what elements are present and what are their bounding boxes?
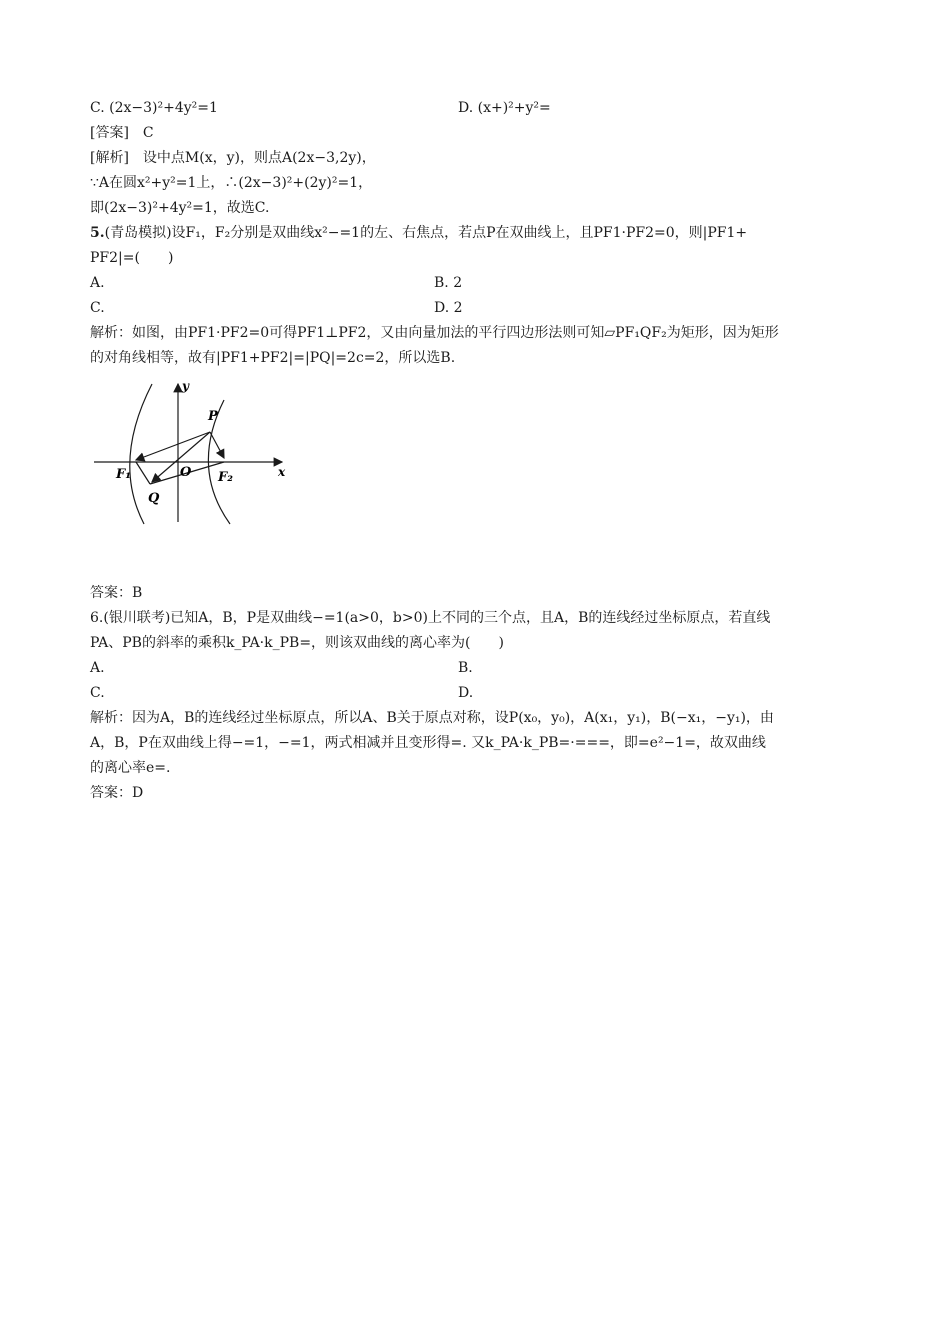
- label-o: O: [180, 465, 192, 480]
- q6-stem-line-2: PA、PB的斜率的乘积k_PA·k_PB=，则该双曲线的离心率为( ): [90, 635, 504, 651]
- label-y: y: [182, 379, 189, 393]
- q6-option-c: C.: [90, 685, 105, 701]
- q4-analysis-line-1: [解析] 设中点M(x，y)，则点A(2x−3,2y)，: [90, 150, 376, 166]
- q4-analysis-line-2: ∵A在圆x²+y²=1上，∴(2x−3)²+(2y)²=1，: [90, 175, 373, 191]
- hyperbola-figure: [90, 378, 300, 528]
- segment-q-f1: [136, 462, 150, 484]
- q5-stem-line-1: [90, 223, 747, 243]
- q5-stem-line-2: PF2|=( ): [90, 250, 174, 266]
- q6-option-b: B.: [458, 660, 473, 676]
- q5-analysis-line-1: 解析：如图，由PF1·PF2=0可得PF1⊥PF2，又由向量加法的平行四边形法则可知▱PF₁QF₂为矩形，因为矩形: [90, 325, 779, 341]
- q6-option-a: A.: [90, 660, 105, 676]
- label-p: P: [208, 409, 218, 424]
- q5-analysis-line-2: 的对角线相等，故有|PF1+PF2|=|PQ|=2c=2，所以选B.: [90, 350, 456, 366]
- label-x: x: [278, 465, 286, 479]
- q6-analysis-line-2: A，B，P在双曲线上得−=1，−=1，两式相减并且变形得=. 又k_PA·k_PB=·===，即=e²−1=，故双曲线: [90, 735, 766, 751]
- q5-number: 5.: [90, 225, 105, 241]
- q4-option-c: C. (2x−3)²+4y²=1: [90, 100, 218, 116]
- hyperbola-diagram: [90, 378, 300, 528]
- q4-answer: [答案] C: [90, 125, 154, 141]
- q4-option-d: D. (x+)²+y²=: [458, 100, 551, 116]
- label-f2: F₂: [218, 470, 233, 485]
- q5-answer: 答案：B: [90, 585, 143, 601]
- q4-analysis-line-3: 即(2x−3)²+4y²=1，故选C.: [90, 200, 270, 216]
- q5-stem-text: (青岛模拟)设F₁，F₂分别是双曲线x²−=1的左、右焦点，若点P在双曲线上，且PF1·PF2=0，则|PF1+: [104, 225, 748, 241]
- q5-option-d: D. 2: [434, 300, 463, 316]
- q6-analysis-line-1: 解析：因为A，B的连线经过坐标原点，所以A、B关于原点对称，设P(x₀，y₀)，A(x₁，y₁)，B(−x₁，−y₁)，由: [90, 710, 774, 726]
- segment-p-f2: [210, 432, 224, 458]
- q5-option-b: B. 2: [434, 275, 463, 291]
- q6-answer: 答案：D: [90, 785, 144, 801]
- segment-p-f1: [136, 432, 210, 460]
- q5-option-c: C.: [90, 300, 105, 316]
- q5-option-a: A.: [90, 275, 105, 291]
- q6-stem-line-1: 6.(银川联考)已知A，B，P是双曲线−=1(a>0，b>0)上不同的三个点，且A，B的连线经过坐标原点，若直线: [90, 610, 771, 626]
- label-q: Q: [148, 491, 160, 506]
- label-f1: F₁: [116, 467, 131, 482]
- q6-option-d: D.: [458, 685, 474, 701]
- q6-analysis-line-3: 的离心率e=.: [90, 760, 171, 776]
